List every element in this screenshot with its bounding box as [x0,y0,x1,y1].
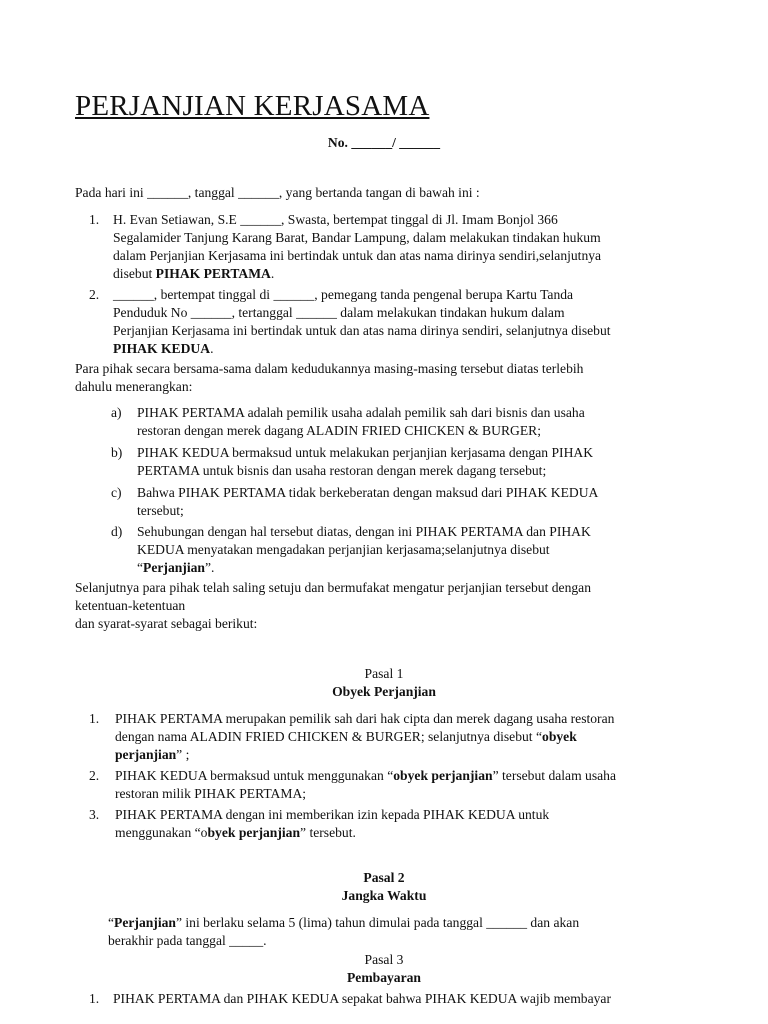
pasal-1-subheading: Obyek Perjanjian [332,684,436,699]
pihak-kedua-term: PIHAK KEDUA [113,341,211,356]
para-pihak-line-2: dahulu menerangkan: [75,379,193,394]
pasal-3-subheading: Pembayaran [346,970,421,985]
pasal-1-heading: Pasal 1 [364,666,404,681]
statement-a-line-1: PIHAK PERTAMA adalah pemilik usaha adalah pemilik sah dari bisnis dan usaha [137,405,585,420]
party-one-line-3: dalam Perjanjian Kerjasama ini bertindak untuk dan atas nama dirinya sendiri,selanjutnya [113,248,602,263]
pasal-1-item-1-line-3: perjanjian” ; [115,747,190,762]
statement-d-line-2: KEDUA menyatakan mengadakan perjanjian kerjasama;selanjutnya disebut [137,542,550,557]
statement-d-line-3: “Perjanjian”. [137,560,215,575]
statement-b-line-2: PERTAMA untuk bisnis dan usaha restoran dengan merek dagang tersebut; [137,463,547,478]
party-one-line-4: disebut PIHAK PERTAMA. [113,266,275,281]
agreement-intro-line-2: ketentuan-ketentuan [75,598,186,613]
list-number: 3. [89,807,100,822]
pasal-2-line-2: berakhir pada tanggal _____. [108,933,267,948]
document-title: PERJANJIAN KERJASAMA [75,90,430,122]
pasal-1-item-2-line-2: restoran milik PIHAK PERTAMA; [115,786,307,801]
pasal-3-item-1-line-1: PIHAK PERTAMA dan PIHAK KEDUA sepakat bahwa PIHAK KEDUA wajib membayar [113,991,611,1006]
party-two-line-1: ______, bertempat tinggal di ______, pemegang tanda pengenal berupa Kartu Tanda [113,287,574,302]
party-two-line-3: Perjanjian Kerjasama ini bertindak untuk dan atas nama dirinya sendiri, selanjutnya disebut [113,323,611,338]
intro-paragraph: Pada hari ini ______, tanggal ______, yang bertanda tangan di bawah ini : [75,185,480,200]
party-two-line-4: PIHAK KEDUA. [113,341,214,356]
statement-c-line-2: tersebut; [137,503,184,518]
statement-c-line-1: Bahwa PIHAK PERTAMA tidak berkeberatan dengan maksud dari PIHAK KEDUA [137,485,599,500]
list-letter: d) [111,524,123,539]
pasal-3-heading: Pasal 3 [364,952,404,967]
party-one-line-2: Segalamider Tanjung Karang Barat, Bandar Lampung, dalam melakukan tindakan hukum [113,230,601,245]
list-number: 1. [89,991,100,1006]
pasal-1-item-1-line-2: dengan nama ALADIN FRIED CHICKEN & BURGER; selanjutnya disebut “obyek [115,729,577,744]
pasal-1-item-1-line-1: PIHAK PERTAMA merupakan pemilik sah dari hak cipta dan merek dagang usaha restoran [115,711,615,726]
pasal-2-subheading: Jangka Waktu [341,888,427,903]
pasal-2-heading: Pasal 2 [363,870,405,885]
party-one-line-1: H. Evan Setiawan, S.E ______, Swasta, bertempat tinggal di Jl. Imam Bonjol 366 [113,212,558,227]
statement-d-line-1: Sehubungan dengan hal tersebut diatas, dengan ini PIHAK PERTAMA dan PIHAK [137,524,591,539]
agreement-number: No. ______/ ______ [327,135,441,150]
pasal-2-line-1: “Perjanjian” ini berlaku selama 5 (lima) tahun dimulai pada tanggal ______ dan akan [108,915,580,930]
pihak-pertama-term: PIHAK PERTAMA [155,266,271,281]
list-number: 2. [89,287,100,302]
pasal-1-item-2-line-1: PIHAK KEDUA bermaksud untuk menggunakan “obyek perjanjian” tersebut dalam usaha [115,768,617,783]
list-letter: b) [111,445,123,460]
list-number: 2. [89,768,100,783]
list-letter: c) [111,485,122,500]
list-number: 1. [89,212,100,227]
para-pihak-line-1: Para pihak secara bersama-sama dalam kedudukannya masing-masing tersebut diatas terlebih [75,361,584,376]
pasal-1-item-3-line-1: PIHAK PERTAMA dengan ini memberikan izin kepada PIHAK KEDUA untuk [115,807,550,822]
agreement-intro-line-1: Selanjutnya para pihak telah saling setuju dan bermufakat mengatur perjanjian tersebut dengan [75,580,592,595]
party-two-line-2: Penduduk No ______, tertanggal ______ dalam melakukan tindakan hukum dalam [113,305,565,320]
agreement-intro-line-3: dan syarat-syarat sebagai berikut: [75,616,258,631]
statement-b-line-1: PIHAK KEDUA bermaksud untuk melakukan perjanjian kerjasama dengan PIHAK [137,445,594,460]
list-number: 1. [89,711,100,726]
list-letter: a) [111,405,122,420]
pasal-1-item-3-line-2: menggunakan “obyek perjanjian” tersebut. [115,825,356,840]
statement-a-line-2: restoran dengan merek dagang ALADIN FRIED CHICKEN & BURGER; [137,423,541,438]
perjanjian-term: Perjanjian [143,560,205,575]
